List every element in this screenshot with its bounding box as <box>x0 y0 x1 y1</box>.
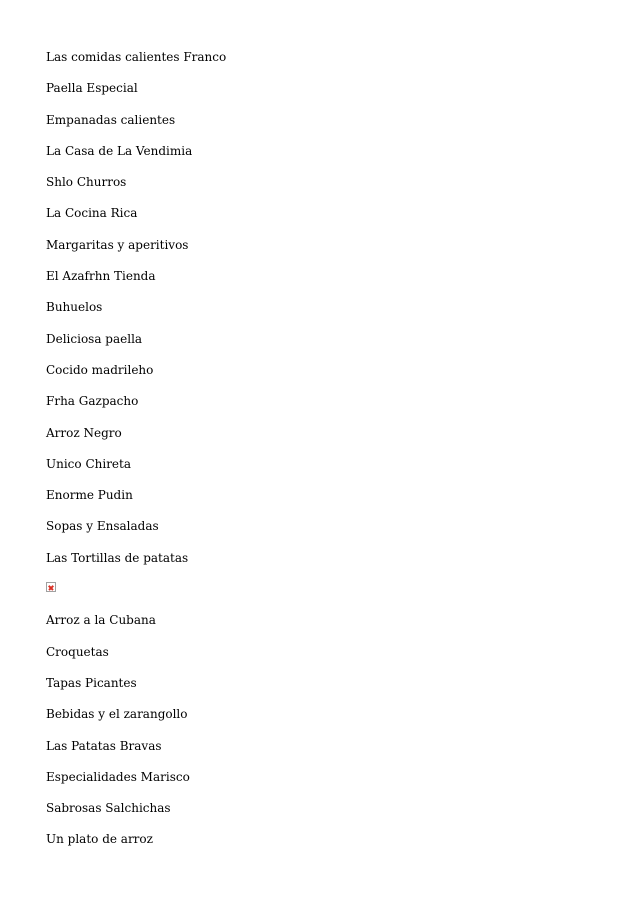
list-item: Paella Especial <box>46 81 138 96</box>
list-item: Las Patatas Bravas <box>46 738 162 753</box>
list-item: El Azafrhn Tienda <box>46 269 156 284</box>
list-item: Las Tortillas de patatas <box>46 550 189 565</box>
list-item: Tapas Picantes <box>46 675 137 690</box>
list-item: Especialidades Marisco <box>46 769 190 784</box>
broken-image-icon <box>46 582 56 592</box>
list-item: Empanadas calientes <box>46 112 176 127</box>
list-item: Enorme Pudin <box>46 488 133 503</box>
list-item: Sabrosas Salchichas <box>46 801 171 816</box>
list-item: Bebidas y el zarangollo <box>46 707 188 722</box>
list-item: Sopas y Ensaladas <box>46 519 159 534</box>
list-item: La Casa de La Vendimia <box>46 143 193 158</box>
list-item: Frha Gazpacho <box>46 394 139 409</box>
broken-image-placeholder <box>46 579 606 610</box>
document-page <box>46 47 606 861</box>
list-item: Unico Chireta <box>46 456 132 471</box>
list-item: Arroz a la Cubana <box>46 613 156 628</box>
list-item: Las comidas calientes Franco <box>46 50 227 64</box>
list-item: Deliciosa paella <box>46 331 143 346</box>
list-item: Buhuelos <box>46 300 103 315</box>
list-item: Margaritas y aperitivos <box>46 237 189 252</box>
list-item: Shlo Churros <box>46 175 127 190</box>
list-item: Cocido madrileho <box>46 362 154 377</box>
list-item: Arroz Negro <box>46 425 122 440</box>
list-item: Croquetas <box>46 644 109 659</box>
list-item: Un plato de arroz <box>46 832 153 847</box>
list-item: La Cocina Rica <box>46 206 138 221</box>
